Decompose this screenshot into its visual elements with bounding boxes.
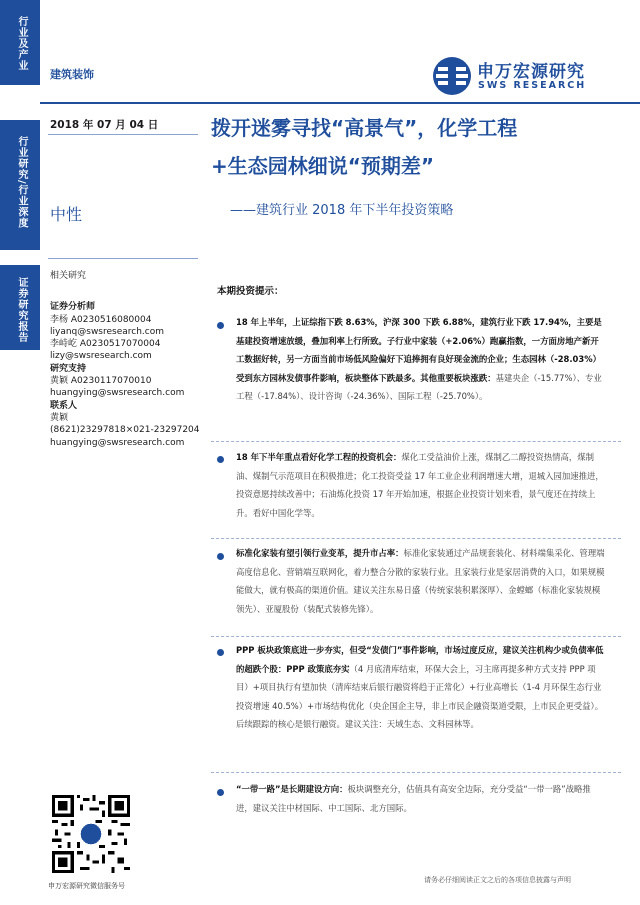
logo-text-en: SWS RESEARCH [478, 80, 587, 91]
point-4-body: （4 月底清库结束，环保大会上，习主席再提多种方式支持 PPP 项目）+项目执行有望加快（清库结束后银行融资将趋于正常化）+行业高增长（1-4 月环保生态行业投资增速 40.5%）+市场结构优化（央企国企主导，非上市民企融资渠道受限，上市民企更受益）。后续跟踪的核心是银行融资。建议关注：天域生态、文科园林等。 [236, 663, 604, 729]
rating-label: 中性 [50, 205, 83, 224]
bullet-4-icon [217, 649, 224, 656]
investment-point-4 [236, 641, 606, 734]
point-1-body: 基建央企（-15.77%）、专业工程（-17.84%）、设计咨询（-24.36%）、国际工程（-25.70%）。 [236, 372, 602, 401]
sidebar-tab-report [0, 265, 40, 350]
support-1-name: 黄颖 A0230117070010 [50, 376, 152, 387]
investment-point-5 [236, 780, 606, 817]
point-5-body: 板块调整充分，估值具有高安全边际，充分受益“一带一路”战略推进，建议关注中材国际、中工国际、北方国际。 [236, 784, 591, 813]
separator-1 [211, 441, 621, 442]
sidebar-tab-industry [0, 0, 40, 85]
investment-point-3 [236, 544, 606, 618]
sidebar-tab-research [0, 120, 40, 250]
report-title-line2: +生态园林细说“预期差” [211, 154, 435, 178]
qr-caption: 申万宏源研究微信服务号 [48, 882, 125, 890]
header-divider [40, 102, 640, 104]
contact-1-email: huangying@swsresearch.com [50, 437, 185, 448]
investment-point-1 [236, 313, 606, 406]
analyst-2-name: 李峙屹 A0230517070004 [50, 339, 161, 350]
company-logo [432, 56, 612, 98]
logo-mark-icon [432, 56, 472, 96]
date-underline [48, 134, 198, 135]
support-1-email: huangying@swsresearch.com [50, 388, 185, 399]
bullet-5-icon [217, 789, 224, 796]
related-heading: 相关研究 [50, 271, 87, 281]
analyst-1-name: 李杨 A0230516080004 [50, 314, 152, 325]
analyst-panel [50, 270, 210, 449]
report-subtitle: ——建筑行业 2018 年下半年投资策略 [230, 203, 454, 218]
logo-text-cn: 申万宏源研究 [477, 62, 585, 82]
sidebar-tab-industry-label: 行业及产业 [16, 16, 27, 71]
sidebar-tab-report-label: 证券研究报告 [16, 277, 27, 343]
report-title-line1: 拨开迷雾寻找“高景气”，化学工程 [211, 116, 518, 140]
section-heading: 本期投资提示： [217, 286, 284, 297]
separator-4 [211, 772, 621, 773]
bullet-3-icon [217, 553, 224, 560]
contact-1-phone: (8621)23297818×021-23297204 [50, 425, 200, 436]
point-2-lead: 18 年下半年重点看好化学工程的投资机会： [236, 452, 402, 462]
contact-heading: 联系人 [50, 400, 78, 411]
point-3-body: 标准化家装通过产品规套装化、材料端集采化、管理端高度信息化、营销端互联网化，着力整合分散的家装行业。且家装行业是家居消费的入口，如果规模能做大，就有极高的渠道价值。建议关注东易日盛（传统家装积累深厚）、金螳螂（标准化家装规模领先）、亚厦股份（装配式装修先锋）。 [236, 548, 605, 614]
bullet-2-icon [217, 456, 224, 463]
footer-disclaimer: 请务必仔细阅读正文之后的各项信息披露与声明 [424, 876, 571, 884]
point-2-body: 煤化工受益油价上涨，煤制乙二醇投资热情高，煤制油、煤制气示范项目在积极推进；化工投资受益 17 年工业企业利润增速大增，退城入园加速推进，投资意愿持续改善中；石油炼化投资 17 年开始加速，根据企业投资计划来看，景气度还在持续上升。看好中国化学等。 [236, 452, 604, 518]
contact-1-name: 黄颖 [50, 412, 69, 423]
wechat-qr-code [52, 795, 130, 873]
point-4-lead: PPP 板块政策底进一步夯实，但受“发债门”事件影响，市场过度反应，建议关注机构少或负债率低的超跌个股：PPP 政策底夯实 [236, 645, 604, 674]
report-date: 2018 年 07 月 04 日 [50, 119, 159, 131]
point-1-lead: 18 年上半年，上证综指下跌 8.63%，沪深 300 下跌 6.88%，建筑行业下跌 17.94%，主要是基建投资增速放缓，叠加利率上行所致。子行业中家装（+2.06%）跑赢指数，一方面房地产新开工数据好转，另一方面当前市场低风险偏好下追捧拥有良好现金流的企业；生态园林（-28.03%）受到东方园林发债事件影响，板块整体下跌最多。其他重要板块涨跌： [236, 317, 602, 383]
analyst-heading: 证券分析师 [50, 302, 96, 313]
point-3-lead: 标准化家装有望引领行业变革，提升市占率： [236, 548, 404, 558]
sidebar-tab-research-label: 行业研究/行业深度 [16, 136, 27, 229]
analyst-2-email: lizy@swsresearch.com [50, 351, 152, 362]
investment-point-2 [236, 448, 606, 522]
industry-label: 建筑装饰 [50, 68, 94, 81]
left-divider [48, 258, 198, 259]
separator-3 [211, 636, 621, 637]
support-heading: 研究支持 [50, 363, 87, 374]
separator-2 [211, 538, 621, 539]
bullet-1-icon [217, 322, 224, 329]
analyst-1-email: liyanq@swsresearch.com [50, 326, 165, 337]
point-5-lead: “一带一路”是长期建设方向： [236, 784, 348, 794]
